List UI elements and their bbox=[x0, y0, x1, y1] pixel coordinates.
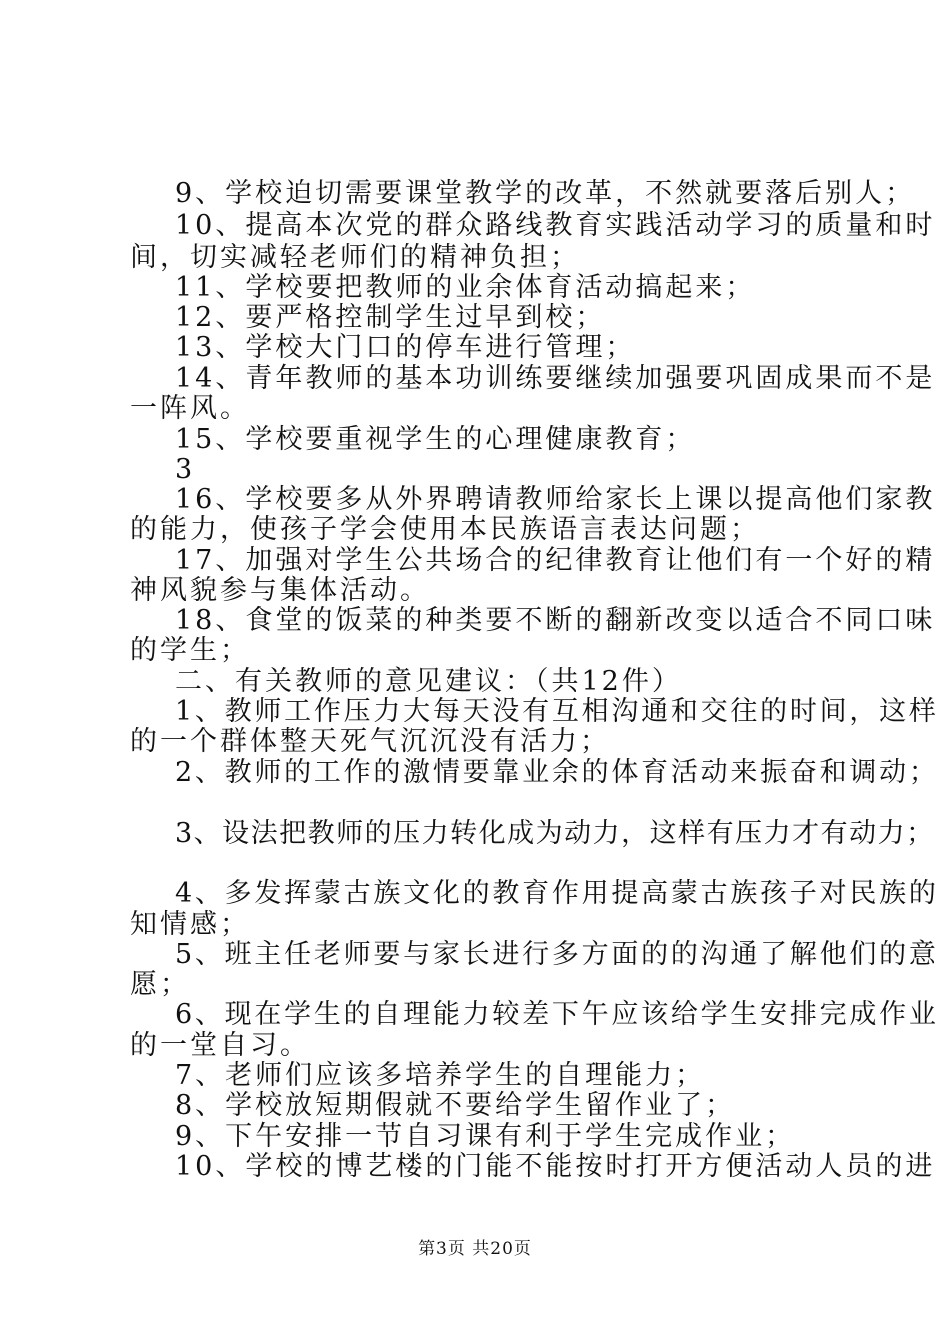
page-number-marker: 3 bbox=[175, 454, 196, 485]
paragraph-line: 1、教师工作压力大每天没有互相沟通和交往的时间，这样 bbox=[175, 696, 939, 727]
paragraph-line: 18、食堂的饭菜的种类要不断的翻新改变以适合不同口味 bbox=[175, 605, 936, 636]
paragraph-line: 15、学校要重视学生的心理健康教育； bbox=[175, 424, 696, 455]
paragraph-line: 6、现在学生的自理能力较差下午应该给学生安排完成作业 bbox=[175, 999, 939, 1030]
paragraph-line: 16、学校要多从外界聘请教师给家长上课以提高他们家教 bbox=[175, 484, 936, 515]
paragraph-line: 13、学校大门口的停车进行管理； bbox=[175, 332, 636, 363]
paragraph-line: 7、老师们应该多培养学生的自理能力； bbox=[175, 1060, 706, 1091]
paragraph-line: 神风貌参与集体活动。 bbox=[130, 575, 430, 606]
paragraph-line: 的学生； bbox=[130, 635, 250, 666]
paragraph-line: 9、下午安排一节自习课有利于学生完成作业； bbox=[175, 1121, 796, 1152]
paragraph-line: 2、教师的工作的激情要靠业余的体育活动来振奋和调动； bbox=[175, 757, 939, 788]
paragraph-line: 的能力，使孩子学会使用本民族语言表达问题； bbox=[130, 514, 760, 545]
paragraph-line: 的一堂自习。 bbox=[130, 1030, 310, 1061]
paragraph-line: 知情感； bbox=[130, 909, 250, 940]
paragraph-line: 的一个群体整天死气沉沉没有活力； bbox=[130, 726, 610, 757]
paragraph-line: 11、学校要把教师的业余体育活动搞起来； bbox=[175, 272, 756, 303]
paragraph-line: 17、加强对学生公共场合的纪律教育让他们有一个好的精 bbox=[175, 545, 936, 576]
paragraph-line: 10、学校的博艺楼的门能不能按时打开方便活动人员的进 bbox=[175, 1151, 936, 1182]
paragraph-line: 14、青年教师的基本功训练要继续加强要巩固成果而不是 bbox=[175, 363, 936, 394]
section-heading: 二、有关教师的意见建议：（共12件） bbox=[175, 666, 682, 697]
paragraph-line: 间，切实减轻老师们的精神负担； bbox=[130, 242, 580, 273]
paragraph-line: 10、提高本次党的群众路线教育实践活动学习的质量和时 bbox=[175, 210, 936, 241]
paragraph-line: 9、学校迫切需要课堂教学的改革，不然就要落后别人； bbox=[175, 178, 916, 209]
paragraph-line: 愿； bbox=[130, 969, 190, 1000]
paragraph-line: 8、学校放短期假就不要给学生留作业了； bbox=[175, 1090, 736, 1121]
paragraph-line: 4、多发挥蒙古族文化的教育作用提高蒙古族孩子对民族的 bbox=[175, 878, 939, 909]
paragraph-line: 12、要严格控制学生过早到校； bbox=[175, 302, 606, 333]
paragraph-line: 5、班主任老师要与家长进行多方面的的沟通了解他们的意 bbox=[175, 939, 939, 970]
paragraph-line: 一阵风。 bbox=[130, 393, 250, 424]
page-footer: 第3页 共20页 bbox=[418, 1239, 532, 1259]
paragraph-line: 3、设法把教师的压力转化成为动力，这样有压力才有动力； bbox=[175, 818, 935, 849]
